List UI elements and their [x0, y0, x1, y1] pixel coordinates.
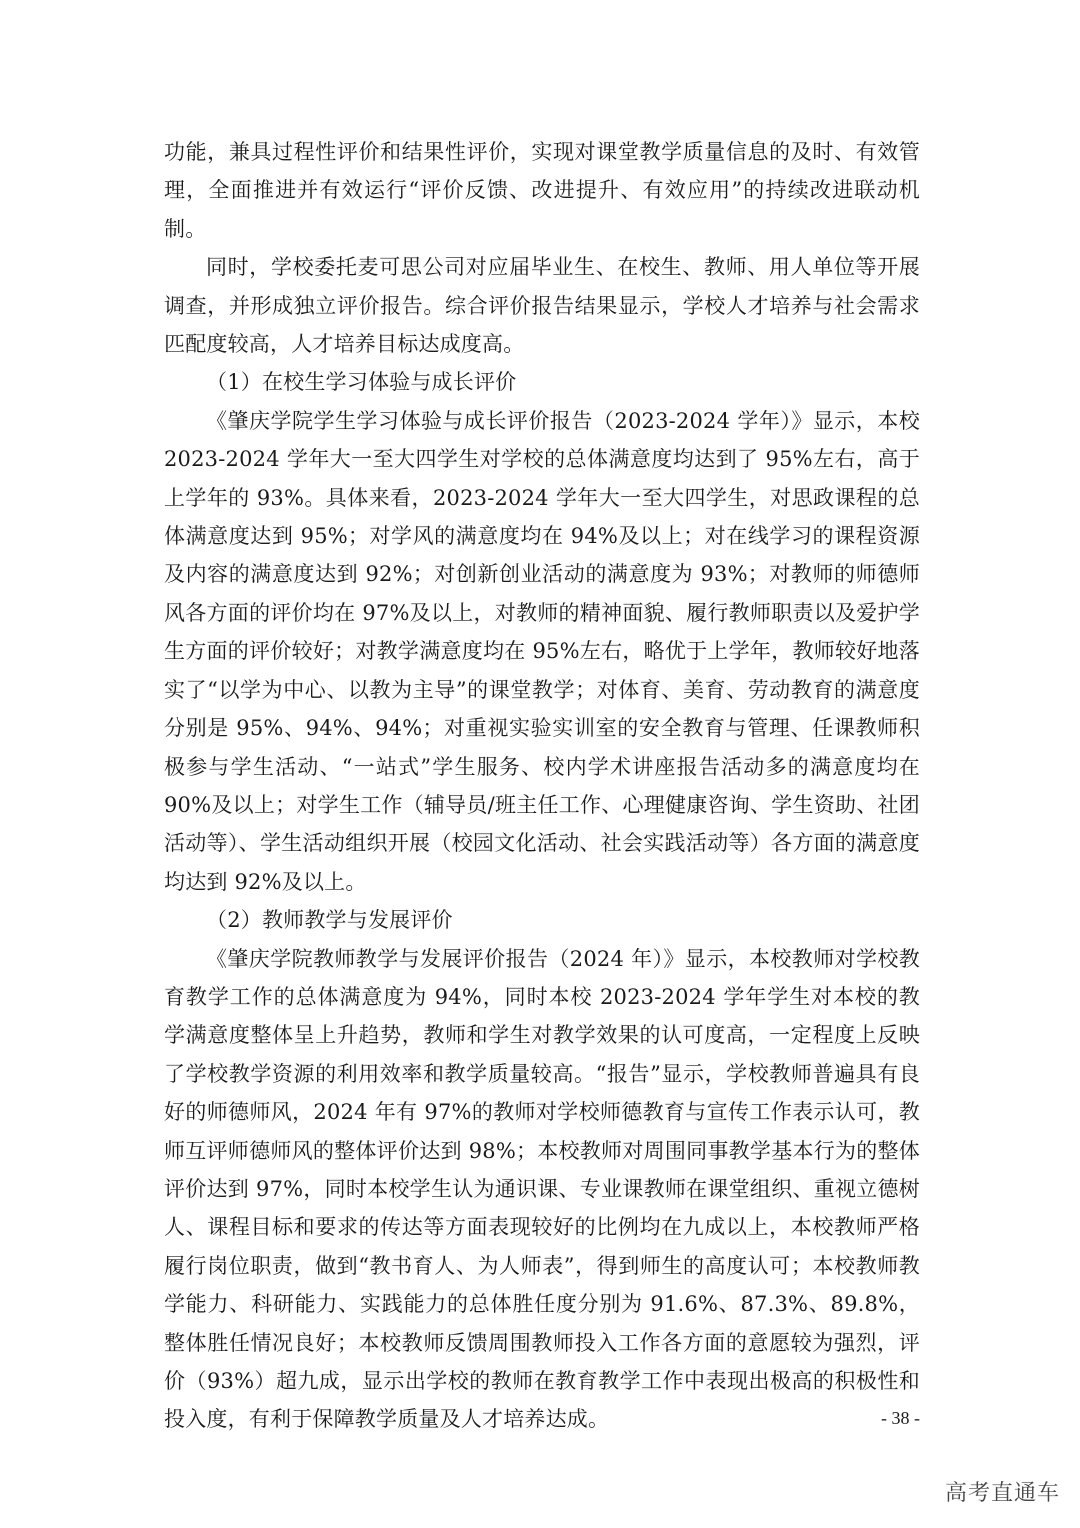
paragraph-continuation: 功能，兼具过程性评价和结果性评价，实现对课堂教学质量信息的及时、有效管理，全面推进并有效运行“评价反馈、改进提升、有效应用”的持续改进联动机制。	[164, 140, 920, 241]
document-body	[164, 133, 920, 1439]
source-watermark: 高考直通车	[944, 1481, 1060, 1506]
paragraph-student-evaluation: 《肇庆学院学生学习体验与成长评价报告（2023-2024 学年）》显示，本校 2023-2024 学年大一至大四学生对学校的总体满意度均达到了 95%左右，高于上学年的 93%。具体来看，2023-2024 学年大一至大四学生，对思政课程的总体满意度达到 95%；对学风的满意度均在 94%及以上；对在线学习的课程资源及内容的满意度达到 92%；对创新创业活动的满意度为 93%；对教师的师德师风各方面的评价均在 97%及以上，对教师的精神面貌、履行教师职责以及爱护学生方面的评价较好；对教学满意度均在 95%左右，略优于上学年，教师较好地落实了“以学为中心、以教为主导”的课堂教学；对体育、美育、劳动教育的满意度分别是 95%、94%、94%；对重视实验实训室的安全教育与管理、任课教师积极参与学生活动、“一站式”学生服务、校内学术讲座报告活动多的满意度均在 90%及以上；对学生工作（辅导员/班主任工作、心理健康咨询、学生资助、社团活动等）、学生活动组织开展（校园文化活动、社会实践活动等）各方面的满意度均达到 92%及以上。	[164, 408, 920, 894]
paragraph-teacher-evaluation: 《肇庆学院教师教学与发展评价报告（2024 年）》显示，本校教师对学校教育教学工作的总体满意度为 94%，同时本校 2023-2024 学年学生对本校的教学满意度整体呈上升趋势，教师和学生对教学效果的认可度高，一定程度上反映了学校教学资源的利用效率和教学质量较高。“报告”显示，学校教师普遍具有良好的师德师风，2024 年有 97%的教师对学校师德教育与宣传工作表示认可，教师互评师德师风的整体评价达到 98%；本校教师对周围同事教学基本行为的整体评价达到 97%，同时本校学生认为通识课、专业课教师在课堂组织、重视立德树人、课程目标和要求的传达等方面表现较好的比例均在九成以上，本校教师严格履行岗位职责，做到“教书育人、为人师表”，得到师生的高度认可；本校教师教学能力、科研能力、实践能力的总体胜任度分别为 91.6%、87.3%、89.8%，整体胜任情况良好；本校教师反馈周围教师投入工作各方面的意愿较为强烈，评价（93%）超九成，显示出学校的教师在教育教学工作中表现出极高的积极性和投入度，有利于保障教学质量及人才培养达成。	[164, 946, 920, 1432]
page-number: - 38 -	[881, 1408, 920, 1428]
section-heading-student-evaluation: （1）在校生学习体验与成长评价	[206, 370, 517, 395]
section-heading-teacher-evaluation: （2）教师教学与发展评价	[206, 908, 453, 933]
paragraph-survey-intro: 同时，学校委托麦可思公司对应届毕业生、在校生、教师、用人单位等开展调查，并形成独立评价报告。综合评价报告结果显示，学校人才培养与社会需求匹配度较高，人才培养目标达成度高。	[164, 255, 920, 357]
